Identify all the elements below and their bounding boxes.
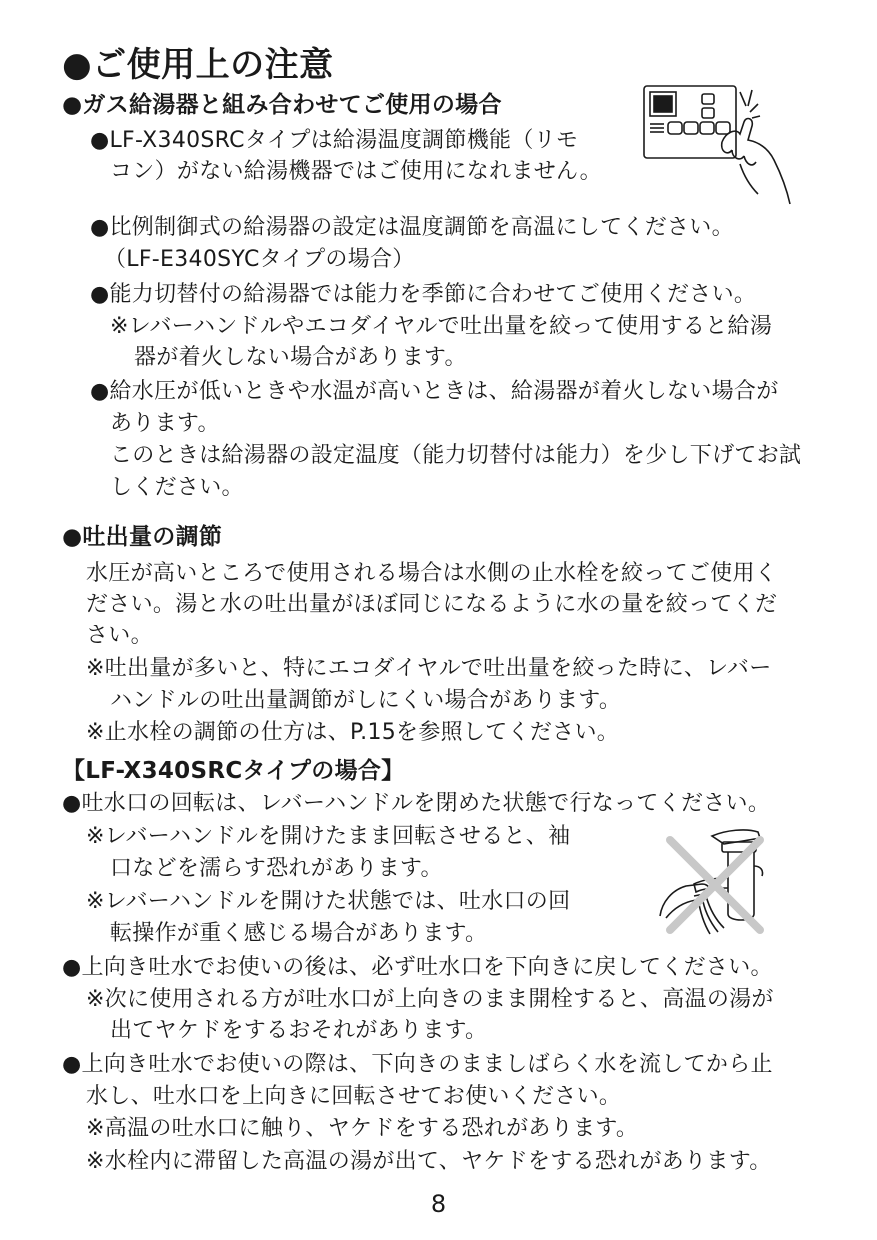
flow-line-1: 水圧が高いところで使用される場合は水側の止水栓を絞ってご使用く [86,561,778,586]
gas-line-1: ●LF-X340SRCタイプは給湯温度調節機能（リモ [90,128,579,153]
x340-line-10: 水し、吐水口を上向きに回転させてお使いください。 [86,1084,622,1109]
gas-line-7: 器が着火しない場合があります。 [134,345,467,370]
gas-line-5: ●能力切替付の給湯器では能力を季節に合わせてご使用ください。 [90,282,757,307]
x340-line-5: 転操作が重く感じる場合があります。 [110,921,488,946]
x340-line-12: ※水栓内に滞留した高温の湯が出て、ヤケドをする恐れがあります。 [86,1149,772,1174]
gas-line-11: しください。 [110,475,244,500]
gas-line-2: コン）がない給湯機器ではご使用になれません。 [110,159,602,184]
x340-line-7: ※次に使用される方が吐水口が上向きのまま開栓すると、高温の湯が [86,987,774,1012]
flow-line-2: ださい。湯と水の吐出量がほぼ同じになるように水の量を絞ってくだ [86,592,778,617]
flow-line-3: さい。 [86,623,153,648]
flow-line-4: ※吐出量が多いと、特にエコダイヤルで吐出量を絞った時に、レバー [86,656,772,681]
x340-line-9: ●上向き吐水でお使いの際は、下向きのまましばらく水を流してから止 [62,1052,773,1077]
section-heading-x340: 【LF-X340SRCタイプの場合】 [62,758,405,784]
gas-line-4: （LF-E340SYCタイプの場合） [104,247,415,272]
section-heading-gas: ●ガス給湯器と組み合わせてご使用の場合 [62,92,502,118]
x340-line-3: 口などを濡らす恐れがあります。 [110,856,443,881]
faucet-prohibited-icon [640,818,780,948]
x340-line-11: ※高温の吐水口に触り、ヤケドをする恐れがあります。 [86,1116,639,1141]
section-heading-flow: ●吐出量の調節 [62,524,223,550]
gas-line-6: ※レバーハンドルやエコダイヤルで吐出量を絞って使用すると給湯 [110,314,773,339]
x340-line-8: 出てヤケドをするおそれがあります。 [110,1018,488,1043]
gas-line-10: このときは給湯器の設定温度（能力切替付は能力）を少し下げてお試 [110,443,802,468]
x340-line-1: ●吐水口の回転は、レバーハンドルを閉めた状態で行なってください。 [62,791,771,816]
flow-line-6: ※止水栓の調節の仕方は、P.15を参照してください。 [86,720,620,745]
x340-line-6: ●上向き吐水でお使いの後は、必ず吐水口を下向きに戻してください。 [62,955,773,980]
x340-line-2: ※レバーハンドルを開けたまま回転させると、袖 [86,824,571,849]
flow-line-5: ハンドルの吐出量調節がしにくい場合があります。 [110,688,622,713]
page-number: 8 [430,1190,447,1218]
remote-controller-hand-icon [640,82,800,207]
page-title: ●ご使用上の注意 [62,45,334,85]
x340-line-4: ※レバーハンドルを開けた状態では、吐水口の回 [86,889,571,914]
gas-line-3: ●比例制御式の給湯器の設定は温度調節を高温にしてください。 [90,215,734,240]
gas-line-8: ●給水圧が低いときや水温が高いときは、給湯器が着火しない場合が [90,379,779,404]
gas-line-9: あります。 [110,411,220,436]
